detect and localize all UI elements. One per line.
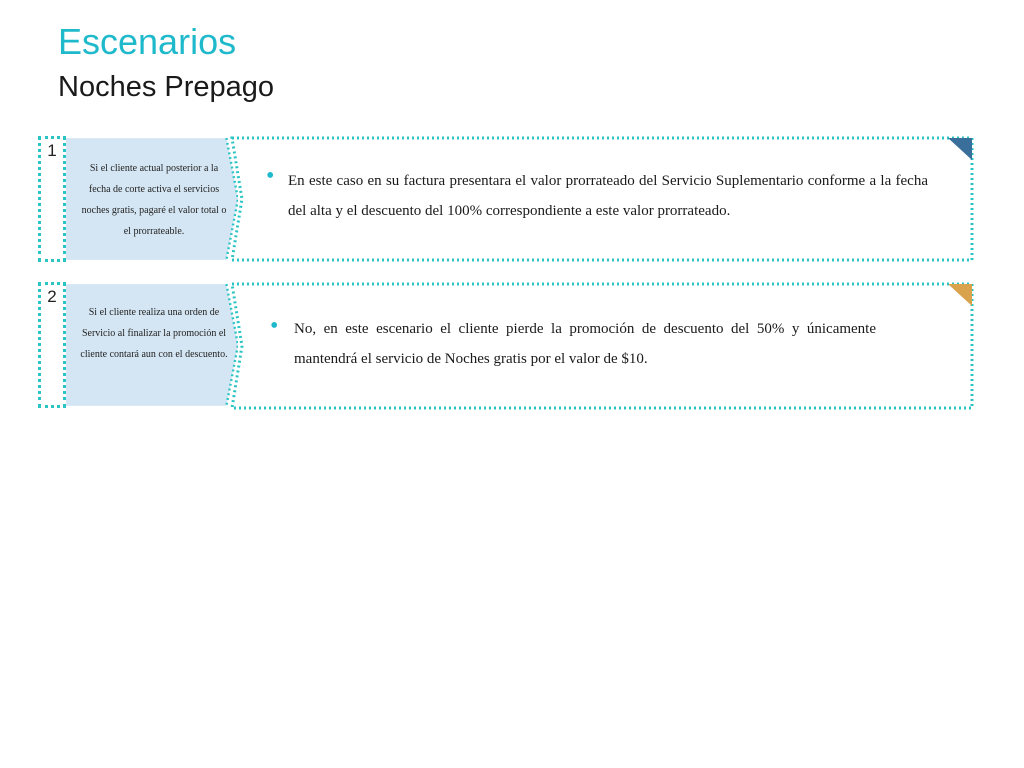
page-title: Escenarios [58,21,237,62]
scenario-answer: No, en este escenario el cliente pierde la promoción de descuento del 50% y únicamente mantendrá el servicio de Noches gratis por el valor de $10. [294,321,876,367]
scenario-question: Si el cliente actual posterior a la fecha de corte activa el servicios noches gratis, pagaré el valor total o el prorrateable. [81,163,227,237]
corner-flag-icon [948,284,972,306]
bullet-icon: • [266,163,275,189]
scenario-question: Si el cliente realiza una orden de Servicio al finalizar la promoción el cliente contará aun con el descuento. [80,307,228,360]
corner-flag-icon [948,138,972,160]
scenario-number: 2 [47,287,57,306]
scenario-number: 1 [47,141,57,160]
scenario-number-box [38,136,66,262]
scenario-answer: En este caso en su factura presentara el valor prorrateado del Servicio Suplementario conforme a la fecha del alta y el descuento del 100% correspondiente a este valor prorrateado. [288,173,928,219]
scenario-number-box [38,282,66,408]
page-subtitle: Noches Prepago [58,71,275,103]
bullet-icon: • [270,313,279,339]
